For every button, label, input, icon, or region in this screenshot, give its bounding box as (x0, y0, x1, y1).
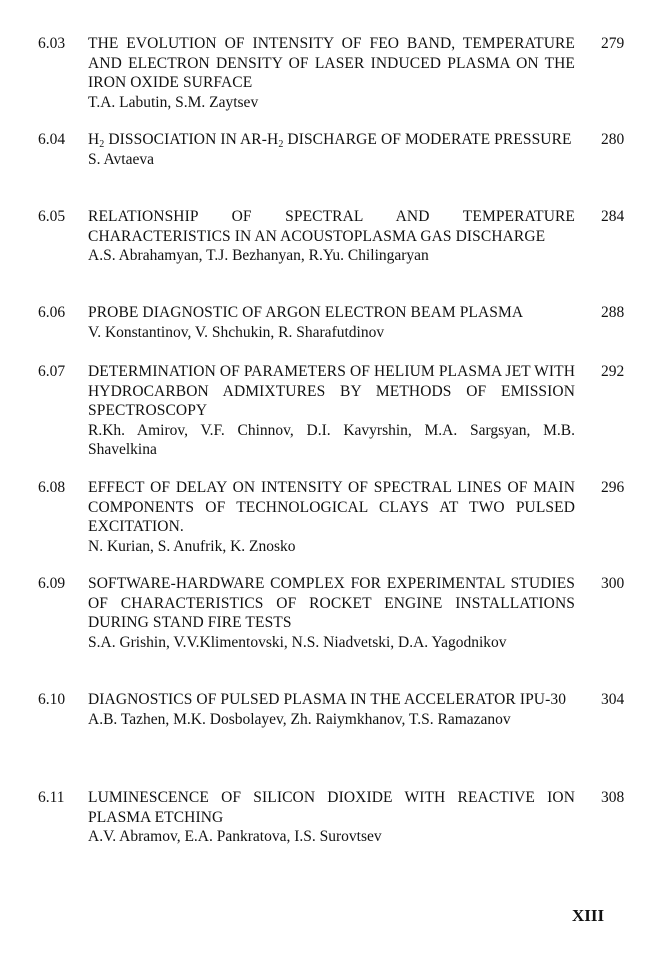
entry-authors: A.B. Tazhen, M.K. Dosbolayev, Zh. Raiymkhanov, T.S. Ramazanov (88, 710, 511, 728)
entry-title (88, 207, 575, 266)
entry-number: 6.04 (38, 131, 66, 148)
entry-number: 6.10 (38, 691, 66, 708)
entry-title-text: PROBE DIAGNOSTIC OF ARGON ELECTRON BEAM PLASMA (88, 304, 524, 321)
entry-title-text: $H_2$ DISSOCIATION IN $AR-H_2$ DISCHARGE OF MODERATE PRESSURE (88, 131, 572, 150)
entry-page: 284 (601, 208, 625, 225)
entry-page: 296 (601, 479, 625, 496)
entry-authors: S.A. Grishin, V.V.Klimentovski, N.S. Niadvetski, D.A. Yagodnikov (88, 633, 507, 651)
entry-number: 6.06 (38, 304, 66, 321)
entry-number: 6.07 (38, 363, 66, 380)
entry-title-text: EFFECT OF DELAY ON INTENSITY OF SPECTRAL LINES OF MAIN COMPONENTS OF TECHNOLOGICAL CLAYS AT TWO PULSED EXCITATION. (88, 479, 575, 535)
entry-authors: T.A. Labutin, S.M. Zaytsev (88, 93, 259, 111)
entry-number: 6.09 (38, 575, 66, 592)
entry-title-text: DIAGNOSTICS OF PULSED PLASMA IN THE ACCELERATOR IPU-30 (88, 691, 567, 708)
entry-page: 292 (601, 363, 625, 380)
entry-number: 6.05 (38, 208, 66, 225)
entry-title-text: SOFTWARE-HARDWARE COMPLEX FOR EXPERIMENTAL STUDIES OF CHARACTERISTICS OF ROCKET ENGINE INSTALLATIONS DURING STAND FIRE TESTS (88, 575, 575, 631)
entry-page: 279 (601, 35, 625, 52)
entry-authors: N. Kurian, S. Anufrik, K. Znosko (88, 537, 296, 555)
entry-title (88, 788, 575, 847)
subscript: 2 (99, 139, 105, 150)
entry-title (88, 130, 575, 169)
entry-title (88, 34, 575, 112)
entry-title (88, 574, 575, 652)
entry-authors: V. Konstantinov, V. Shchukin, R. Sharafutdinov (88, 323, 385, 341)
entry-title (88, 362, 575, 460)
entry-title (88, 478, 575, 556)
entry-title (88, 303, 575, 342)
subscript: 2 (278, 139, 284, 150)
entry-title-text: LUMINESCENCE OF SILICON DIOXIDE WITH REACTIVE ION PLASMA ETCHING (88, 789, 575, 826)
entry-title (88, 690, 575, 729)
entry-number: 6.08 (38, 479, 66, 496)
entry-number: 6.11 (38, 789, 65, 806)
entry-page: 288 (601, 304, 625, 321)
entry-title-text: THE EVOLUTION OF INTENSITY OF FEO BAND, TEMPERATURE AND ELECTRON DENSITY OF LASER INDUCED PLASMA ON THE IRON OXIDE SURFACE (88, 35, 575, 91)
entry-page: 308 (601, 789, 625, 806)
entry-page: 300 (601, 575, 625, 592)
entry-authors: R.Kh. Amirov, V.F. Chinnov, D.I. Kavyrshin, M.A. Sargsyan, M.B. Shavelkina (88, 421, 575, 458)
entry-page: 304 (601, 691, 625, 708)
entry-authors: A.S. Abrahamyan, T.J. Bezhanyan, R.Yu. Chilingaryan (88, 247, 429, 264)
entry-title-text: RELATIONSHIP OF SPECTRAL AND TEMPERATURE CHARACTERISTICS IN AN ACOUSTOPLASMA GAS DISCHARGE (88, 208, 575, 245)
entry-number: 6.03 (38, 35, 66, 52)
entry-page: 280 (601, 131, 625, 148)
entry-authors: S. Avtaeva (88, 150, 155, 168)
entry-title-text: DETERMINATION OF PARAMETERS OF HELIUM PLASMA JET WITH HYDROCARBON ADMIXTURES BY METHODS OF EMISSION SPECTROSCOPY (88, 363, 575, 419)
entry-authors: A.V. Abramov, E.A. Pankratova, I.S. Surovtsev (88, 828, 382, 845)
page-folio: XIII (572, 906, 605, 925)
